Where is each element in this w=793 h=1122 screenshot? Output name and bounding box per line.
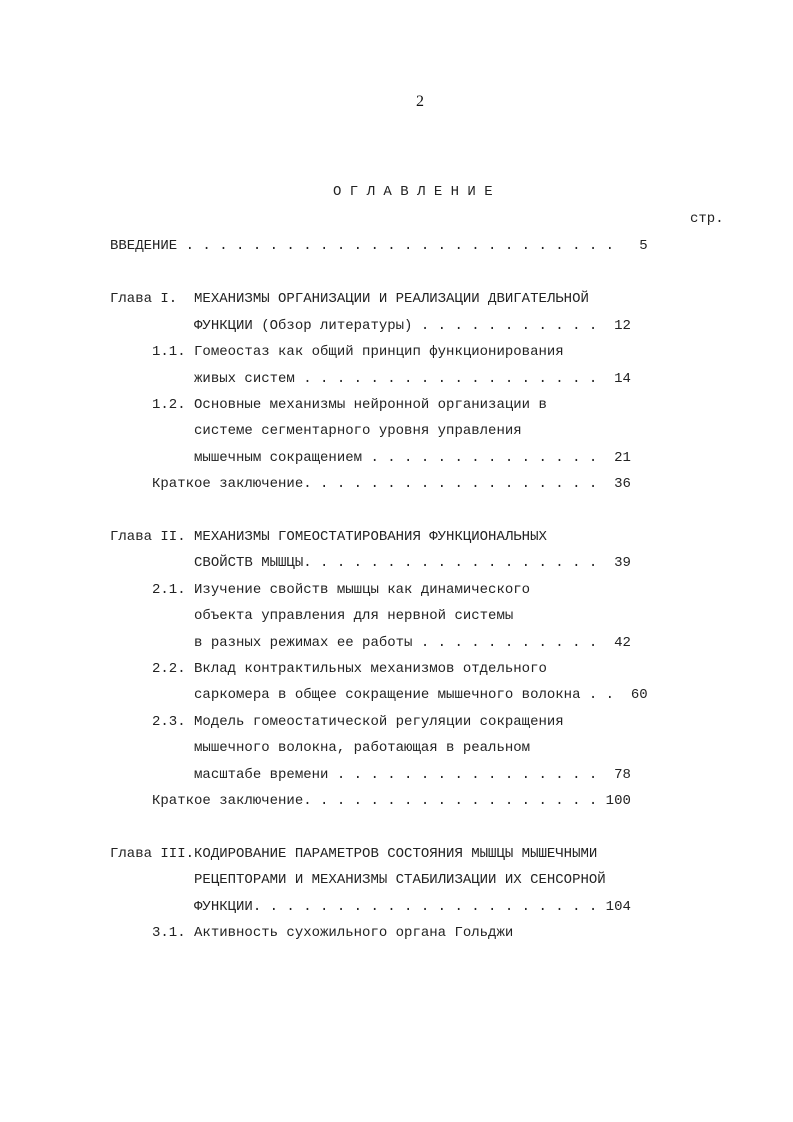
toc-section-2-2: 2.2. Вклад контрактильных механизмов отдельного [110, 661, 547, 677]
toc-section-1-1-cont: живых систем . . . . . . . . . . . . . . . . . . 14 [110, 371, 631, 387]
toc-section-1-2: 1.2. Основные механизмы нейронной организации в [110, 397, 547, 413]
toc-chapter-3-heading-cont: ФУНКЦИИ. . . . . . . . . . . . . . . . . . . . . 104 [110, 899, 631, 915]
toc-section-2-2-cont: саркомера в общее сокращение мышечного волокна . . 60 [110, 687, 648, 703]
toc-section-2-3-cont: мышечного волокна, работающая в реальном [110, 740, 531, 756]
toc-section-2-1-cont: объекта управления для нервной системы [110, 608, 514, 624]
toc-chapter-3-heading: Глава III.КОДИРОВАНИЕ ПАРАМЕТРОВ СОСТОЯНИЯ МЫШЦЫ МЫШЕЧНЫМИ [110, 846, 598, 862]
toc-section-1-2-cont: мышечным сокращением . . . . . . . . . . . . . . 21 [110, 450, 631, 466]
toc-title: О Г Л А В Л Е Н И Е [333, 184, 493, 200]
page-number: 2 [416, 93, 424, 110]
toc-section-3-1: 3.1. Активность сухожильного органа Гольджи [110, 925, 514, 941]
toc-section-2-3: 2.3. Модель гомеостатической регуляции сокращения [110, 714, 564, 730]
toc-section-1-2-cont: системе сегментарного уровня управления [110, 423, 522, 439]
toc-chapter-2-summary: Краткое заключение. . . . . . . . . . . . . . . . . . 100 [110, 793, 631, 809]
toc-section-2-1-cont: в разных режимах ее работы . . . . . . . . . . . 42 [110, 635, 631, 651]
toc-chapter-1-heading: Глава I. МЕХАНИЗМЫ ОРГАНИЗАЦИИ И РЕАЛИЗАЦИИ ДВИГАТЕЛЬНОЙ [110, 291, 589, 307]
toc-section-1-1: 1.1. Гомеостаз как общий принцип функционирования [110, 344, 564, 360]
toc-chapter-2-heading: Глава II. МЕХАНИЗМЫ ГОМЕОСТАТИРОВАНИЯ ФУНКЦИОНАЛЬНЫХ [110, 529, 547, 545]
toc-chapter-1-summary: Краткое заключение. . . . . . . . . . . . . . . . . . 36 [110, 476, 631, 492]
toc-chapter-2-heading-cont: СВОЙСТВ МЫШЦЫ. . . . . . . . . . . . . . . . . . 39 [110, 555, 631, 571]
toc-entry-introduction: ВВЕДЕНИЕ . . . . . . . . . . . . . . . . . . . . . . . . . . 5 [110, 238, 648, 254]
pages-column-label: стр. [690, 211, 724, 227]
toc-chapter-1-heading-cont: ФУНКЦИИ (Обзор литературы) . . . . . . . . . . . 12 [110, 318, 631, 334]
toc-chapter-3-heading-cont: РЕЦЕПТОРАМИ И МЕХАНИЗМЫ СТАБИЛИЗАЦИИ ИХ СЕНСОРНОЙ [110, 872, 606, 888]
toc-section-2-1: 2.1. Изучение свойств мышцы как динамического [110, 582, 531, 598]
toc-section-2-3-cont: масштабе времени . . . . . . . . . . . . . . . . 78 [110, 767, 631, 783]
